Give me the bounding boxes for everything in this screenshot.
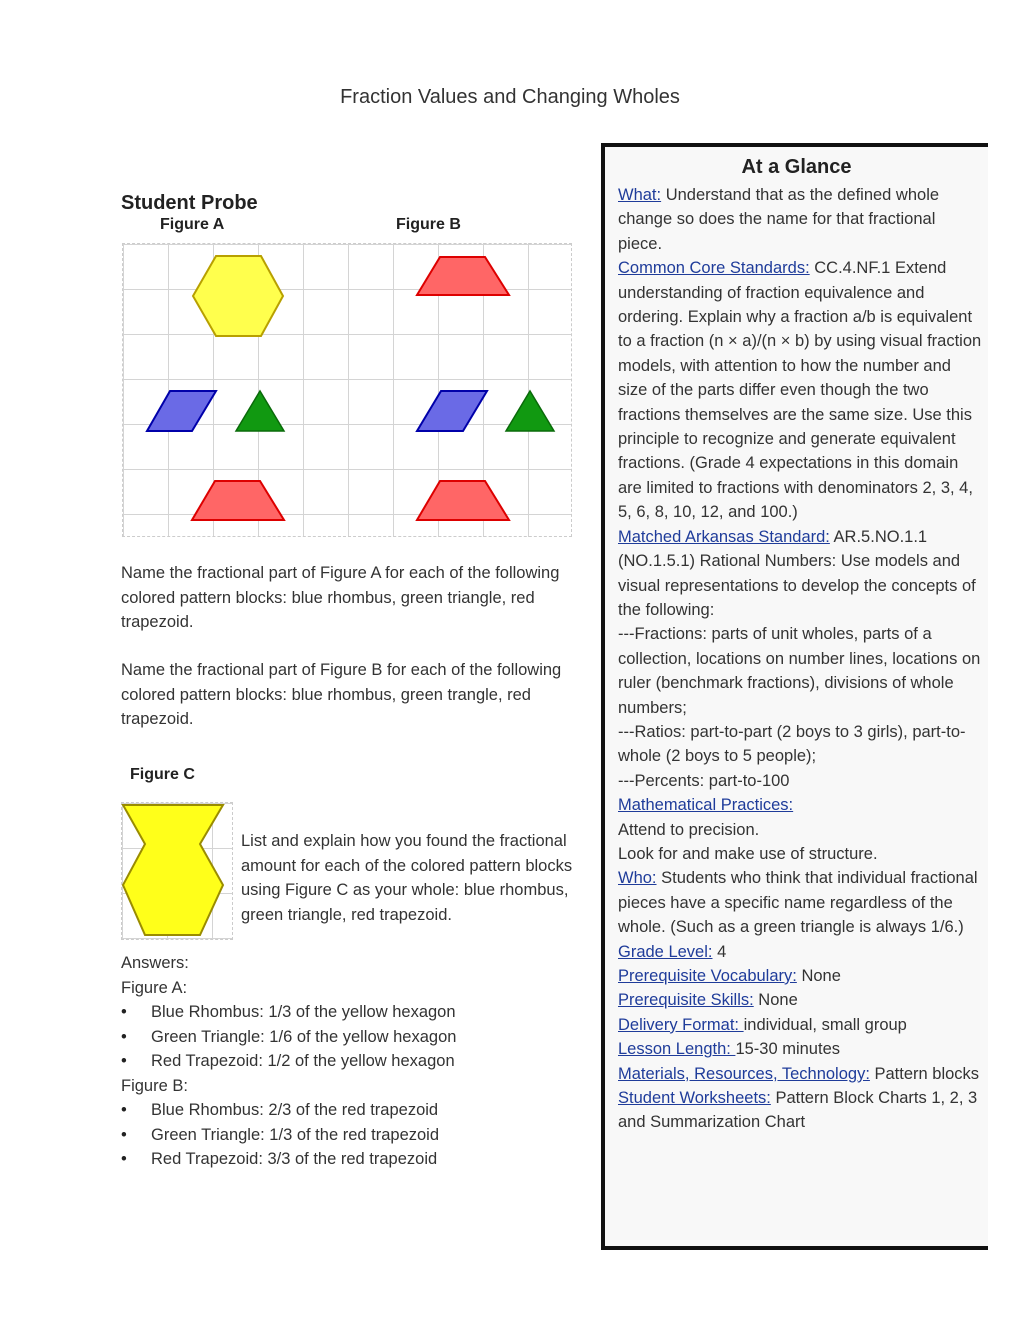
question-figure-b: Name the fractional part of Figure B for each of the following colored pattern blocks: blue rhombus, green trangle, red trapezoid. — [121, 661, 562, 728]
length-entry — [618, 1037, 983, 1061]
materials-label: Materials, Resources, Technology: — [618, 1064, 870, 1083]
question-figure-c: List and explain how you found the fractional amount for each of the colored pattern blocks using Figure C as your whole: blue rhombus, green triangle, red trapezoid. — [241, 832, 573, 924]
arkansas-ratios: ---Ratios: part-to-part (2 boys to 3 girls), part-to-whole (2 boys to 5 people); — [618, 722, 966, 766]
what-label: What: — [618, 186, 662, 204]
vocab-entry — [618, 964, 983, 988]
arkansas-label: Matched Arkansas Standard: — [618, 527, 830, 546]
ccss-label: Common Core Standards: — [618, 259, 810, 278]
figure-b-blue-rhombus — [417, 391, 487, 431]
at-a-glance-panel — [601, 143, 988, 1250]
arkansas-fractions: ---Fractions: parts of unit wholes, parts of a collection, locations on number lines, locations on ruler (benchmark fractions), divisions of whole numbers; — [618, 625, 981, 717]
practice-2: Look for and make use of structure. — [618, 844, 878, 863]
skills-text: None — [753, 991, 798, 1010]
arkansas-text: AR.5.NO.1.1 (NO.1.5.1) Rational Numbers: Use models and visual representations to develop the concepts of the following: — [618, 527, 976, 619]
arkansas-entry — [618, 525, 983, 623]
length-text: 15-30 minutes — [735, 1040, 840, 1059]
figure-c-yellow-shape — [123, 805, 223, 935]
question-figure-a: Name the fractional part of Figure A for each of the following colored pattern blocks: blue rhombus, green triangle, red trapezoid. — [121, 564, 560, 631]
worksheets-entry — [618, 1086, 983, 1135]
what-entry — [618, 183, 983, 256]
materials-entry — [618, 1062, 983, 1086]
answers-section — [121, 951, 591, 1172]
who-label: Who: — [618, 869, 657, 888]
figure-a-green-triangle — [236, 391, 284, 431]
delivery-label: Delivery Format: — [618, 1015, 744, 1034]
figure-b-green-triangle — [506, 391, 554, 431]
list-item: • Blue Rhombus: 1/3 of the yellow hexagon — [121, 1000, 591, 1025]
grade-text: 4 — [712, 942, 727, 961]
answers-figure-a-heading: Figure A: — [121, 978, 188, 997]
vocab-text: None — [796, 967, 841, 985]
figure-c-label: Figure C — [130, 766, 195, 783]
list-item: • Green Triangle: 1/3 of the red trapezoid — [121, 1123, 591, 1148]
figure-b-label: Figure B — [396, 216, 461, 233]
arkansas-percents: ---Percents: part-to-100 — [618, 771, 790, 790]
worksheets-label: Student Worksheets: — [618, 1089, 771, 1108]
list-item: • Red Trapezoid: 1/2 of the yellow hexagon — [121, 1049, 591, 1074]
figure-a-label: Figure A — [160, 216, 225, 233]
figure-a-yellow-hexagon — [193, 256, 283, 336]
vocab-label: Prerequisite Vocabulary: — [618, 967, 797, 985]
figure-a-red-trapezoid — [192, 481, 284, 520]
grade-entry — [618, 940, 983, 964]
practices-label: Mathematical Practices: — [618, 796, 794, 815]
who-text: Students who think that individual fractional pieces have a specific name regardless of the whole. (Such as a green triangle is always 1/6.) — [618, 869, 978, 937]
worksheets-text: Pattern Block Charts 1, 2, 3 and Summarization Chart — [618, 1089, 978, 1132]
answers-label: Answers: — [121, 954, 189, 972]
delivery-text: individual, small group — [743, 1015, 907, 1034]
student-probe-heading: Student Probe — [121, 192, 258, 214]
skills-entry — [618, 988, 983, 1012]
figure-a-blue-rhombus — [147, 391, 216, 431]
figure-c-drawing — [115, 798, 235, 943]
page-title: Fraction Values and Changing Wholes — [340, 86, 680, 108]
at-a-glance-body — [618, 183, 983, 1135]
at-a-glance-heading: At a Glance — [741, 156, 852, 178]
answers-figure-b-list — [121, 1098, 591, 1172]
skills-label: Prerequisite Skills: — [618, 991, 754, 1010]
length-label: Lesson Length: — [618, 1040, 736, 1059]
practices-entry — [618, 793, 983, 817]
answers-figure-b-heading: Figure B: — [121, 1076, 188, 1095]
ccss-text: CC.4.NF.1 Extend understanding of fraction equivalence and ordering. Explain why a fraction a/b is equivalent to a fraction (n × a)/(n × b) by using visual fraction models, with attention to how the number and size of the parts differ even though the two fractions themselves are the same size. Use this principle to recognize and generate equivalent fractions. (Grade 4 expectations in this domain are limited to fractions with denominators 2, 3, 4, 5, 6, 8, 10, 12, and 100.) — [618, 259, 982, 522]
ccss-entry — [618, 256, 983, 524]
delivery-entry — [618, 1013, 983, 1037]
figure-b-red-trapezoid-top — [417, 257, 509, 295]
materials-text: Pattern blocks — [869, 1064, 980, 1083]
list-item: • Blue Rhombus: 2/3 of the red trapezoid — [121, 1098, 591, 1123]
list-item: • Green Triangle: 1/6 of the yellow hexagon — [121, 1025, 591, 1050]
list-item: • Red Trapezoid: 3/3 of the red trapezoid — [121, 1147, 591, 1172]
who-entry — [618, 866, 983, 939]
figures-a-b-drawing — [0, 0, 600, 560]
practice-1: Attend to precision. — [618, 820, 760, 839]
answers-figure-a-list — [121, 1000, 591, 1074]
what-text: Understand that as the defined whole change so does the name for that fractional piece. — [618, 186, 940, 253]
grade-label: Grade Level: — [618, 942, 713, 961]
figure-b-red-trapezoid — [417, 481, 509, 520]
